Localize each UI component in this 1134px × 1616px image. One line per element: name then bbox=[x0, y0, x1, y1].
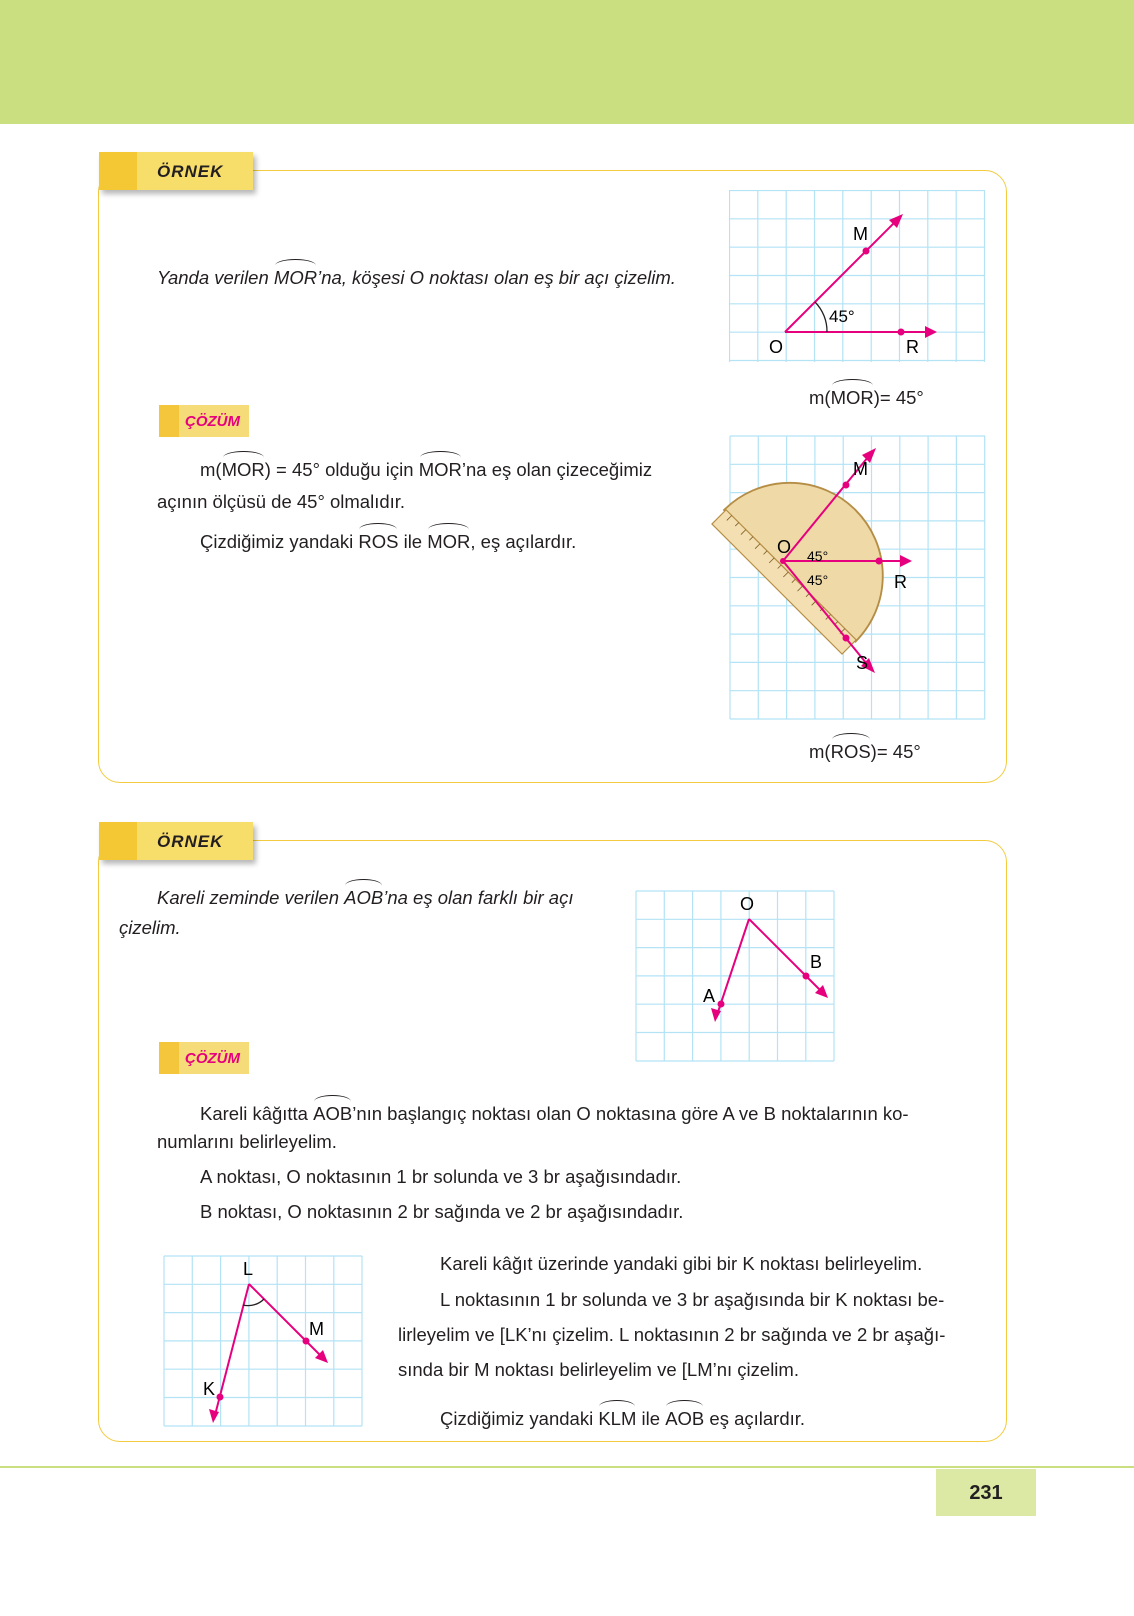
figure-klm-angle bbox=[163, 1255, 365, 1429]
example-2-question-line-1 bbox=[157, 886, 573, 910]
label-b: B bbox=[810, 952, 823, 972]
result-line-1: Kareli kâğıt üzerinde yandaki gibi bir K noktası belirleyelim. bbox=[440, 1253, 923, 1274]
label-o: O bbox=[740, 894, 755, 914]
point-r bbox=[876, 558, 883, 565]
angle-symbol: MOR bbox=[221, 459, 265, 480]
solution-text: ile bbox=[398, 531, 428, 552]
angle-symbol: KLM bbox=[598, 1408, 637, 1429]
solution-tag-label: ÇÖZÜM bbox=[185, 1050, 240, 1067]
solution-text: ) = 45° olduğu için bbox=[264, 459, 419, 480]
caption-text: m( bbox=[809, 741, 831, 762]
result-line-5 bbox=[440, 1407, 805, 1431]
solution-text: m( bbox=[200, 459, 222, 480]
label-o: O bbox=[777, 537, 792, 557]
result-line-3: lirleyelim ve [LK’nı çizelim. L noktasının 2 br sağında ve 2 br aşağı- bbox=[398, 1324, 946, 1345]
example-tag-label: ÖRNEK bbox=[157, 832, 224, 851]
solution-text: , eş açılardır. bbox=[470, 531, 577, 552]
point-b bbox=[803, 973, 810, 980]
solution-2-line-2: numlarını belirleyelim. bbox=[157, 1131, 337, 1152]
angle-symbol: MOR bbox=[273, 267, 318, 288]
caption-text: )= 45° bbox=[873, 387, 924, 408]
solution-2-line-3: A noktası, O noktasının 1 br solunda ve 3 br aşağısındadır. bbox=[200, 1166, 682, 1187]
example-1-question bbox=[157, 266, 676, 290]
solution-1-line-3 bbox=[200, 530, 576, 554]
solution-1-line-1 bbox=[200, 458, 652, 482]
solution-text: ’nın başlangıç noktası olan O noktasına göre A ve B noktalarının ko- bbox=[352, 1103, 909, 1124]
result-line-4: sında bir M noktası belirleyelim ve [LM’nı çizelim. bbox=[398, 1359, 799, 1380]
arrow-head bbox=[900, 555, 912, 567]
result-text: ile bbox=[636, 1408, 666, 1429]
solution-2-tag bbox=[159, 1042, 249, 1074]
angle-symbol: AOB bbox=[344, 887, 384, 908]
angle-symbol: ROS bbox=[358, 531, 399, 552]
caption-text: )= 45° bbox=[870, 741, 921, 762]
angle-arc bbox=[815, 302, 827, 332]
angle-symbol: AOB bbox=[313, 1103, 353, 1124]
solution-2-line-1 bbox=[200, 1102, 909, 1126]
point-r bbox=[898, 329, 905, 336]
top-color-band bbox=[0, 0, 1134, 124]
question-text: ’na, köşesi O noktası olan eş bir açı çizelim. bbox=[317, 267, 676, 288]
question-text: Kareli zeminde verilen bbox=[157, 887, 345, 908]
grid bbox=[729, 190, 985, 362]
label-m: M bbox=[309, 1319, 324, 1339]
label-r: R bbox=[906, 337, 919, 357]
result-line-2: L noktasının 1 br solunda ve 3 br aşağısında bir K noktası be- bbox=[440, 1289, 945, 1310]
angle-symbol: ROS bbox=[830, 741, 871, 762]
point-m bbox=[843, 482, 850, 489]
label-o: O bbox=[769, 337, 784, 357]
footer-line bbox=[0, 1466, 1134, 1468]
result-text: Çizdiğimiz yandaki bbox=[440, 1408, 599, 1429]
tag-strip bbox=[99, 822, 137, 860]
figure-aob-angle bbox=[635, 890, 837, 1064]
solution-tag-label: ÇÖZÜM bbox=[185, 413, 240, 430]
point-s bbox=[843, 635, 850, 642]
angle-symbol: MOR bbox=[427, 531, 471, 552]
solution-1-tag bbox=[159, 405, 249, 437]
label-m: M bbox=[853, 459, 868, 479]
label-m: M bbox=[853, 224, 868, 244]
caption-mor bbox=[809, 386, 924, 410]
solution-text: Çizdiğimiz yandaki bbox=[200, 531, 359, 552]
example-2-question-line-2: çizelim. bbox=[119, 917, 181, 938]
tag-strip bbox=[159, 1042, 179, 1074]
caption-ros bbox=[809, 740, 921, 764]
example-1-tag bbox=[99, 152, 253, 190]
solution-text: ’na eş olan çizeceğimiz bbox=[461, 459, 653, 480]
question-text: Yanda verilen bbox=[157, 267, 274, 288]
angle-value: 45° bbox=[829, 307, 855, 326]
example-tag-label: ÖRNEK bbox=[157, 162, 224, 181]
figure-mor-angle bbox=[729, 190, 989, 365]
example-2-tag bbox=[99, 822, 253, 860]
grid bbox=[164, 1256, 362, 1426]
label-k: K bbox=[203, 1379, 216, 1399]
label-r: R bbox=[894, 572, 907, 592]
angle-arc bbox=[243, 1299, 264, 1306]
question-text: ’na eş olan farklı bir açı bbox=[383, 887, 574, 908]
caption-text: m( bbox=[809, 387, 831, 408]
angle-symbol: AOB bbox=[665, 1408, 705, 1429]
figure-protractor bbox=[705, 433, 995, 723]
result-text: eş açılardır. bbox=[704, 1408, 806, 1429]
arrow-head bbox=[925, 326, 937, 338]
label-s: S bbox=[856, 653, 869, 673]
point-o bbox=[780, 558, 786, 564]
solution-1-line-2: açının ölçüsü de 45° olmalıdır. bbox=[157, 491, 406, 512]
point-a bbox=[718, 1001, 725, 1008]
tag-strip bbox=[99, 152, 137, 190]
label-l: L bbox=[243, 1259, 254, 1279]
solution-2-line-4: B noktası, O noktasının 2 br sağında ve 2 br aşağısındadır. bbox=[200, 1201, 684, 1222]
angle-symbol: MOR bbox=[830, 387, 874, 408]
solution-text: Kareli kâğıtta bbox=[200, 1103, 314, 1124]
angle-symbol: MOR bbox=[418, 459, 462, 480]
angle-bottom: 45° bbox=[807, 572, 829, 588]
label-a: A bbox=[703, 986, 716, 1006]
point-m bbox=[863, 248, 870, 255]
page-number: 231 bbox=[969, 1482, 1003, 1504]
tag-strip bbox=[159, 405, 179, 437]
page-number-box bbox=[936, 1469, 1036, 1516]
point-k bbox=[217, 1394, 224, 1401]
angle-top: 45° bbox=[807, 548, 829, 564]
arrow-head bbox=[209, 1409, 219, 1423]
